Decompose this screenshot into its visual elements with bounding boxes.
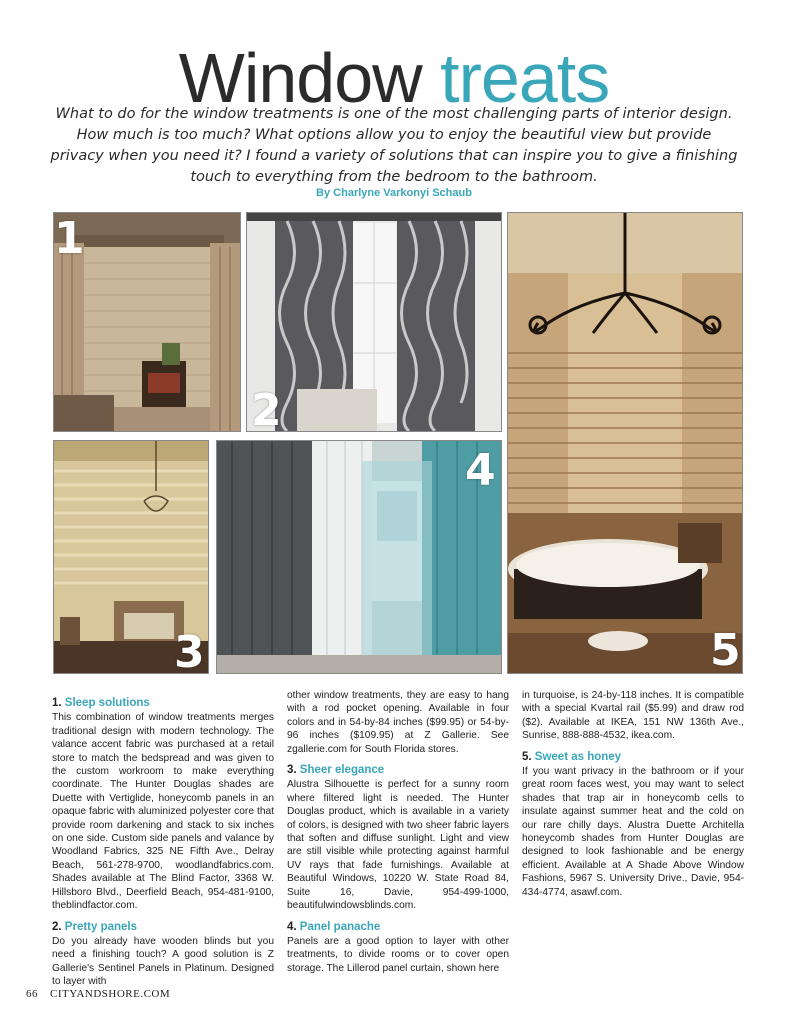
section-heading-4	[287, 921, 509, 934]
section-heading-3	[287, 764, 509, 777]
section-body-1: This combination of window treatments merges traditional design with modern technology. The valance accent fabric was purchased at a retail store to match the bedspread and was given to the custom workroom to make everything coordinate. The Hunter Douglas shades are Duette with Vertiglide, honeycomb panels in an opaque fabric with aluminized polyester core that provide room darkening and stack to six inches on one side. Custom side panels and valance by Woodland Fabrics, 325 NE Fifth Ave., Delray Beach, 561-278-9700, woodlandfabrics.com. Shades available at The Blind Factor, 3368 W. Hillsboro Blvd., Deerfield Beach, 954-481-9100, theblindfactor.com.	[52, 712, 274, 912]
photo-5-bathroom	[507, 212, 743, 674]
section-number-4: 4.	[287, 920, 297, 933]
section-body-3: Alustra Silhouette is perfect for a sunny room where filtered light is needed. The Hunter Douglas product, which is available in a variety of colors, is designed with two sheer fabric layers that soften and diffuse sunlight. Light and view are still visible while protecting against harmful UV rays that fade furnishings. Available at Beautiful Windows, 10220 W. State Road 84, Suite 16, Davie, 954-499-1000, beautifulwindowsblinds.com.	[287, 779, 509, 912]
section-heading-5	[522, 751, 744, 764]
section-body-2-continued: other window treatments, they are easy to hang with a rod pocket opening. Available in four colors and in 54-by-84 inches ($99.95) or 54-by-96 inches ($109.95) at Z Gallerie. See zgallerie.com for South Florida stores.	[287, 690, 509, 755]
section-body-5: If you want privacy in the bathroom or if your great room faces west, you may want to select shades that trap air in honeycomb cells to insulate against summer heat and the cold on our rare chilly days. Alustra Duette Architella honeycomb shades from Hunter Douglas are designed to look fashionable and be energy efficient. Available at A Shade Above Window Fashions, 5967 S. University Drive., Davie, 954-434-4774, asawf.com.	[522, 766, 744, 898]
section-title-5: Sweet as honey	[534, 750, 622, 763]
page-footer	[26, 988, 170, 1000]
photo-number-4: 4	[465, 445, 496, 496]
photo-2-patterned-panels	[246, 212, 502, 432]
photo-number-2: 2	[251, 385, 282, 432]
column-2	[287, 690, 509, 975]
section-body-4: Panels are a good option to layer with other treatments, to divide rooms or to cover open storage. The Lillerod panel curtain, shown here	[287, 935, 509, 974]
section-title-3: Sheer elegance	[299, 764, 385, 777]
photo-number-1: 1	[54, 213, 85, 264]
section-title-1: Sleep solutions	[64, 697, 150, 709]
section-title-2: Pretty panels	[64, 920, 138, 933]
section-number-3: 3.	[287, 764, 297, 777]
section-number-2: 2.	[52, 920, 62, 933]
photo-1-bedroom	[53, 212, 241, 432]
column-3	[522, 690, 744, 899]
section-number-5: 5.	[522, 750, 532, 763]
footer-site: CITYANDSHORE.COM	[50, 988, 171, 1000]
title-accent: treats	[440, 39, 610, 117]
section-heading-1	[52, 697, 274, 710]
column-1	[52, 693, 274, 989]
photo-number-3: 3	[174, 627, 205, 674]
photo-number-5: 5	[710, 625, 741, 674]
section-body-4-continued: in turquoise, is 24-by-118 inches. It is compatible with a special Kvartal rail ($5.99) and draw rod ($2). Available at IKEA, 151 NW 136th Ave., Sunrise, 888-888-4532, ikea.com.	[522, 690, 744, 742]
byline: By Charlyne Varkonyi Schaub	[316, 187, 472, 199]
page-number: 66	[26, 988, 38, 1000]
intro-paragraph: What to do for the window treatments is one of the most challenging parts of interior design. How much is too much? What options allow you to enjoy the beautiful view but provide privacy when you need it? I found a variety of solutions that can inspire you to give a finishing touch to everything from the bedroom to the bathroom.	[50, 106, 738, 185]
section-number-1: 1.	[52, 697, 62, 709]
photo-3-sheer-shades	[53, 440, 209, 674]
title-main: Window	[178, 39, 422, 117]
section-title-4: Panel panache	[299, 920, 381, 933]
section-body-2: Do you already have wooden blinds but you need a finishing touch? A good solution is Z Gallerie's Sentinel Panels in Platinum. Designed to layer with	[52, 935, 274, 988]
photo-4-panel-curtains	[216, 440, 502, 674]
section-heading-2	[52, 921, 274, 934]
